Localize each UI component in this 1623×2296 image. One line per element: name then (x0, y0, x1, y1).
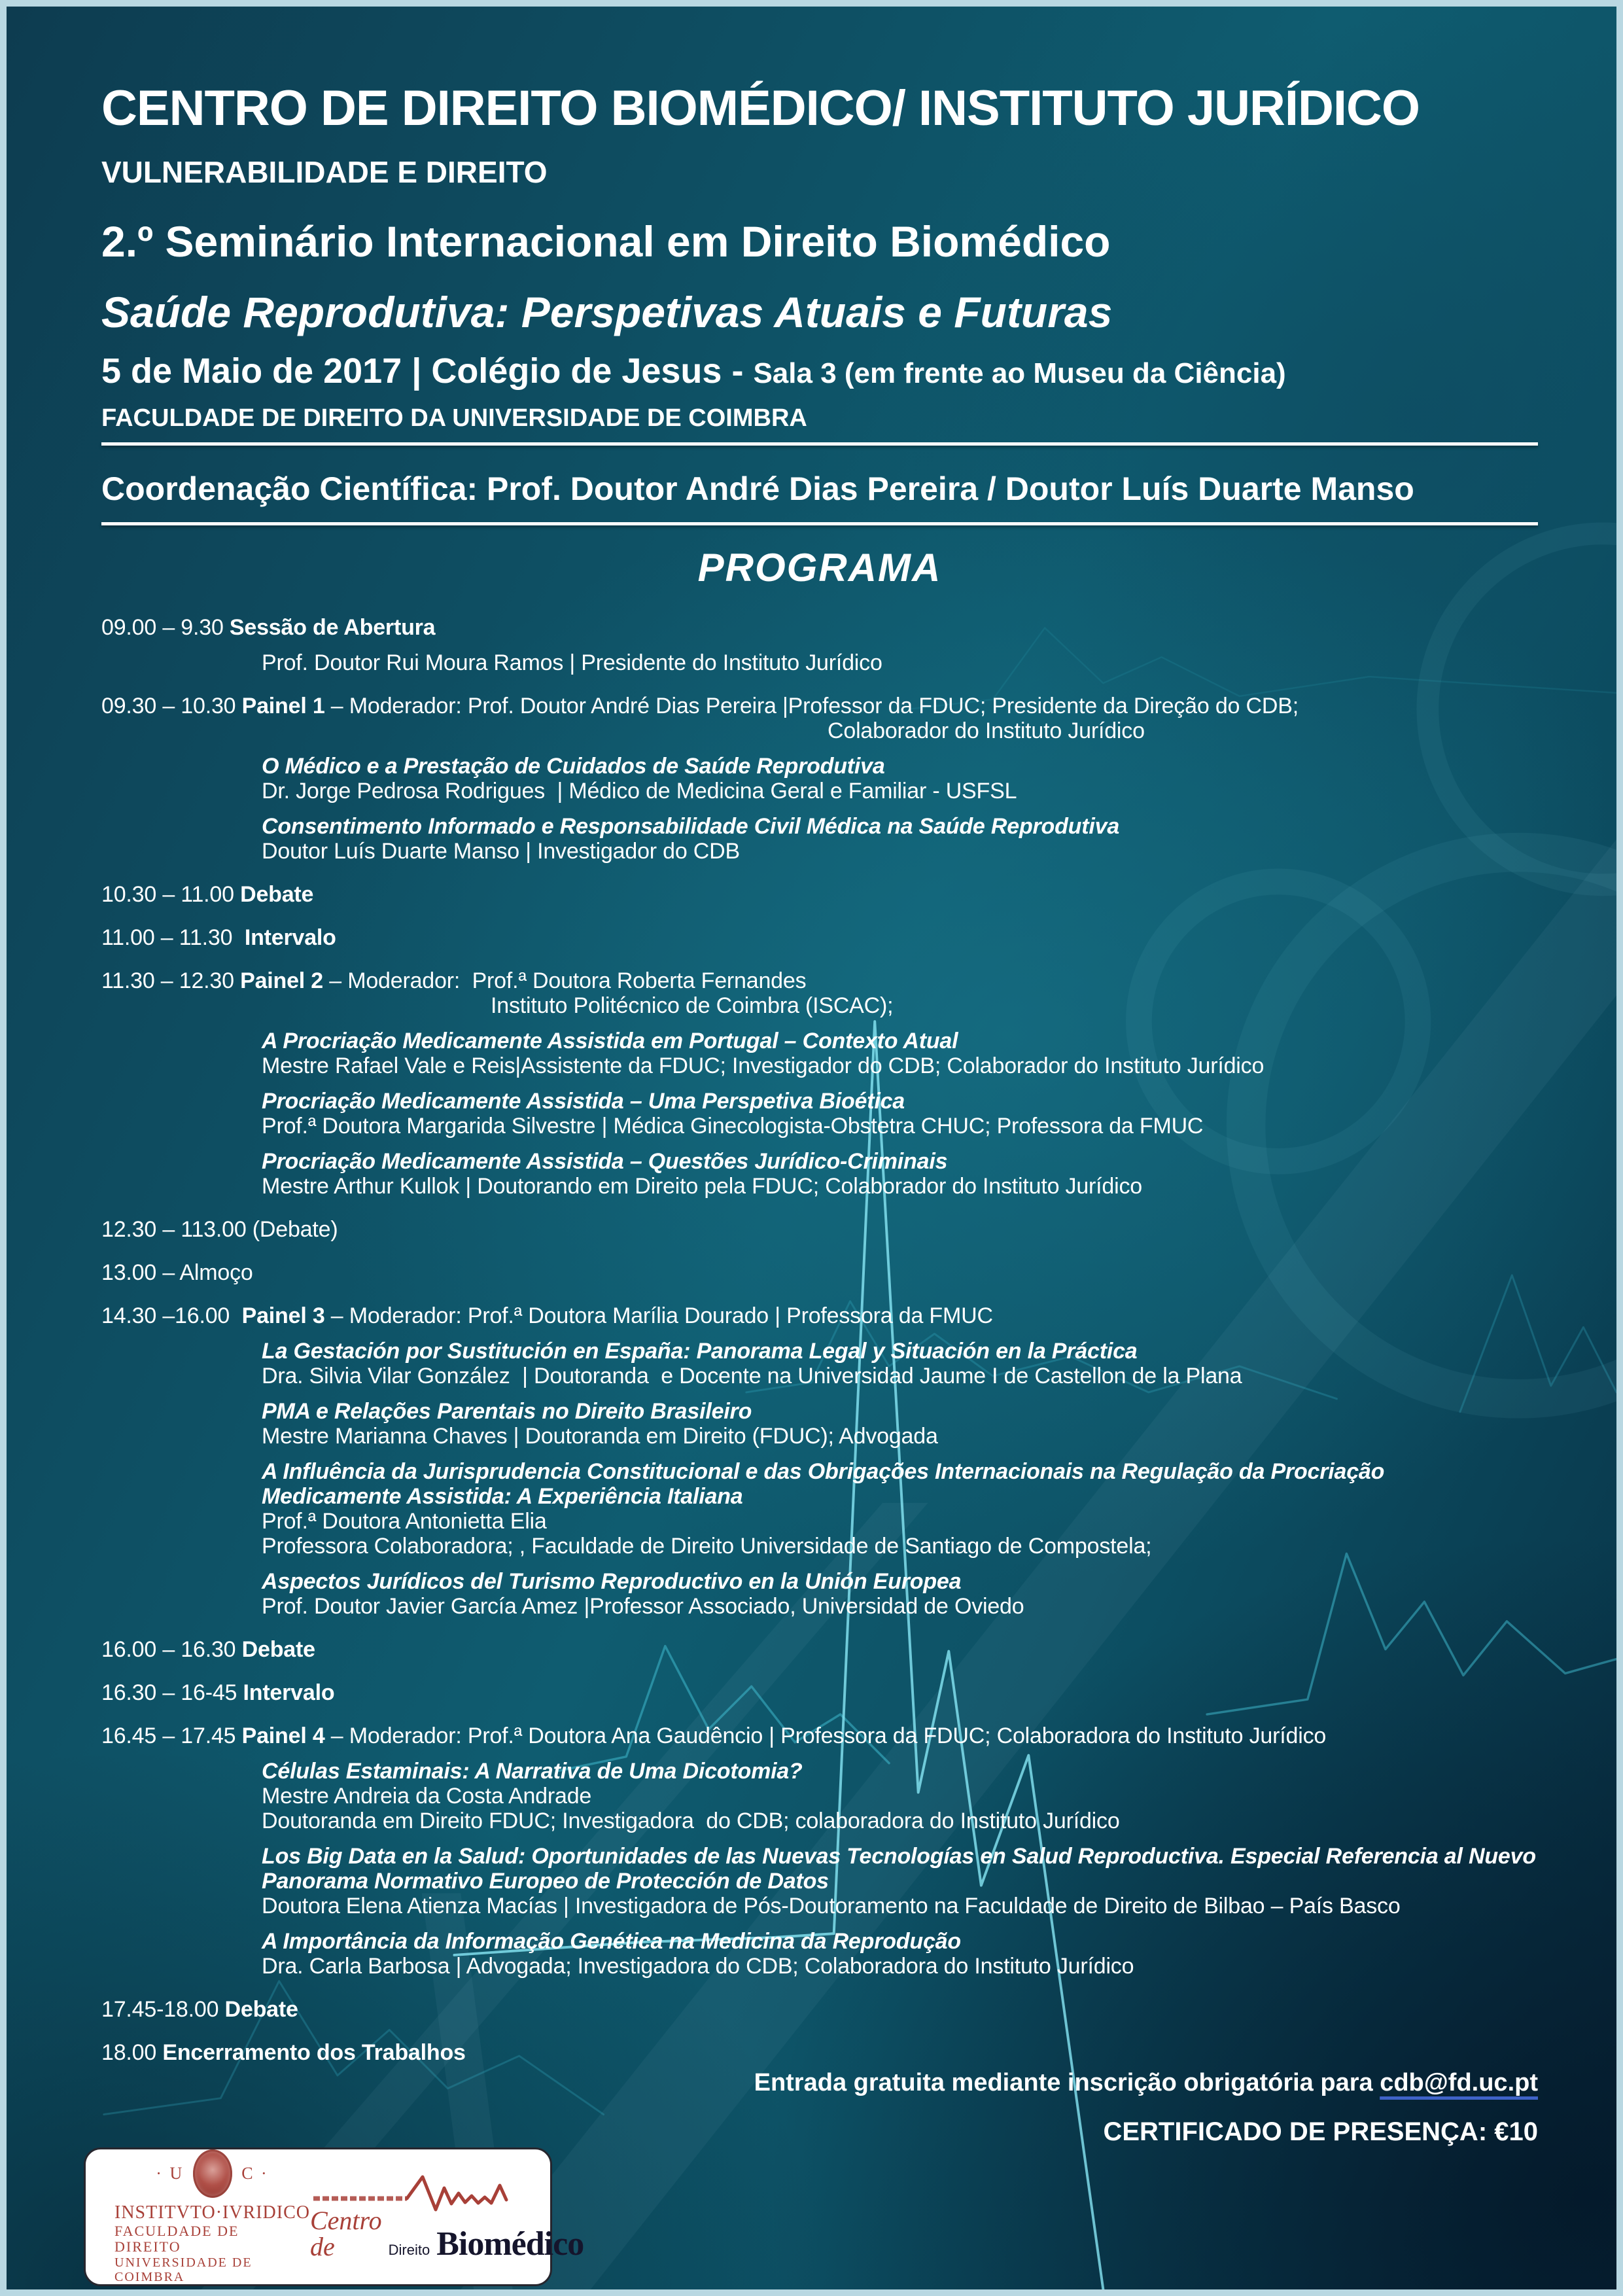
program-entry (101, 1303, 1551, 1619)
uc-logo-line1: INSTITVTO·IVRIDICO (114, 2202, 310, 2223)
talk-title-line: Consentimento Informado e Responsabilidade Civil Médica na Saúde Reprodutiva (262, 814, 1120, 839)
program-entry (101, 882, 1551, 907)
talk-speaker-line: Prof.ª Doutora Antonietta Elia (262, 1509, 547, 1534)
talk-block (262, 1089, 1551, 1139)
entry-label: Encerramento dos Trabalhos (162, 2040, 466, 2066)
cdb-logo-text (310, 2206, 584, 2263)
program-entry-line (101, 882, 1551, 907)
entry-time-text: 10.30 – 11.00 (101, 882, 241, 908)
entry-time-text: 09.30 – 10.30 (101, 694, 242, 719)
scientific-coordination: Coordenação Científica: Prof. Doutor André Dias Pereira / Doutor Luís Duarte Manso (101, 470, 1414, 507)
talk-speaker-line: Professora Colaboradora; , Faculdade de Direito Universidade de Santiago de Compostela; (262, 1534, 1152, 1559)
divider-rule-bottom (101, 522, 1538, 525)
faculty-line: FACULDADE DE DIREITO DA UNIVERSIDADE DE COIMBRA (101, 404, 807, 432)
entry-time-text: 11.30 – 12.30 (101, 968, 241, 994)
talk-block (262, 1459, 1551, 1559)
entry-time-text: 09.00 – 9.30 (101, 615, 230, 641)
centro-direito-biomedico-logo (310, 2174, 584, 2263)
talk-speaker-line: Mestre Arthur Kullok | Doutorando em Direito pela FDUC; Colaborador do Instituto Jurídico (262, 1174, 1142, 1199)
seminar-theme: Saúde Reprodutiva: Perspetivas Atuais e Futuras (101, 288, 1113, 337)
talk-title-line: A Importância da Informação Genética na Medicina da Reprodução (262, 1929, 961, 1954)
cdb-logo-direito: Direito (388, 2242, 430, 2258)
registration-text: Entrada gratuita mediante inscrição obrigatória para (754, 2069, 1380, 2096)
entry-time-text: 14.30 –16.00 (101, 1303, 242, 1329)
program-entry-line (101, 615, 1551, 640)
divider-rule-top (101, 442, 1538, 446)
entry-time-text: – Moderador: Prof.ª Doutora Ana Gaudêncio | Professora da FDUC; Colaboradora do Instituto Jurídico (324, 1723, 1327, 1749)
talk-title-line: A Procriação Medicamente Assistida em Portugal – Contexto Atual (262, 1029, 958, 1054)
uc-seal-icon (193, 2149, 232, 2198)
talk-title-line: Los Big Data en la Salud: Oportunidades de las Nuevas Tecnologías en Salud Reproductiva. Especial Referencia al Nuevo (262, 1844, 1536, 1869)
program-entry (101, 925, 1551, 950)
talk-title-line: Procriação Medicamente Assistida – Questões Jurídico-Criminais (262, 1149, 948, 1174)
entry-time-text: 18.00 (101, 2040, 163, 2066)
uc-seal-right-text: C · (241, 2164, 269, 2183)
talk-speaker-line: Mestre Andreia da Costa Andrade (262, 1784, 592, 1809)
program-entry-line (101, 694, 1551, 718)
program-entry-line (101, 1217, 1551, 1242)
org-title: CENTRO DE DIREITO BIOMÉDICO/ INSTITUTO JURÍDICO (101, 80, 1420, 136)
certificate-line: CERTIFICADO DE PRESENÇA: €10 (1103, 2117, 1538, 2146)
talk-title-line: O Médico e a Prestação de Cuidados de Saúde Reprodutiva (262, 754, 885, 779)
entry-time-text: 16.45 – 17.45 (101, 1723, 242, 1749)
cdb-logo-script: Centro de (310, 2206, 382, 2261)
entry-time-text: 11.00 – 11.30 (101, 925, 245, 951)
entry-label: Intervalo (243, 1680, 335, 1706)
talk-title-line: La Gestación por Sustitución en España: Panorama Legal y Situación en la Práctica (262, 1339, 1138, 1364)
talk-speaker-line: Mestre Rafael Vale e Reis|Assistente da FDUC; Investigador do CDB; Colaborador do Instituto Jurídico (262, 1053, 1265, 1079)
entry-time-text: 16.30 – 16-45 (101, 1680, 243, 1706)
entry-label: Sessão de Abertura (229, 615, 436, 641)
talk-title-line: A Influência da Jurisprudencia Constitucional e das Obrigações Internacionais na Regulação da Procriação (262, 1459, 1385, 1485)
entry-time-text: 13.00 – Almoço (101, 1260, 253, 1286)
talk-block (262, 1149, 1551, 1199)
program-entry-line (101, 1997, 1551, 2022)
program-entry (101, 2040, 1551, 2065)
program-entry-line (101, 925, 1551, 950)
talk-block (262, 1759, 1551, 1833)
talk-block (262, 1844, 1551, 1918)
program-entry-line (101, 1260, 1551, 1285)
talk-speaker-line: Prof.ª Doutora Margarida Silvestre | Médica Ginecologista-Obstetra CHUC; Professora da FMUC (262, 1114, 1204, 1139)
talk-speaker-line: Doutora Elena Atienza Macías | Investigadora de Pós-Doutoramento na Faculdade de Direito de Bilbao – País Basco (262, 1894, 1401, 1919)
entry-label: Painel 1 (241, 694, 325, 719)
entry-time-text: 12.30 – 113.00 (Debate) (101, 1217, 338, 1243)
entry-time-text: – Moderador: Prof.ª Doutora Roberta Fernandes (323, 968, 807, 994)
talk-block (262, 650, 1551, 675)
talk-block (262, 1339, 1551, 1388)
registration-line (754, 2069, 1538, 2097)
talk-block (262, 754, 1551, 804)
program-entry (101, 694, 1551, 864)
talk-title-line: Procriação Medicamente Assistida – Uma Perspetiva Bioética (262, 1089, 905, 1114)
seminar-title: 2.º Seminário Internacional em Direito Biomédico (101, 217, 1111, 266)
poster-content (7, 7, 1616, 2065)
talk-speaker-line: Dra. Carla Barbosa | Advogada; Investigadora do CDB; Colaboradora do Instituto Jurídico (262, 1954, 1134, 1979)
date-venue-main: 5 de Maio de 2017 | Colégio de Jesus - (101, 351, 754, 391)
uc-logo-line2: FACULDADE DE DIREITO (114, 2223, 239, 2255)
entry-label: Debate (240, 882, 314, 908)
talk-speaker-line: Dra. Silvia Vilar González | Doutoranda e Docente na Universidad Jaume I de Castellon de la Plana (262, 1364, 1242, 1389)
entry-label: Painel 4 (241, 1723, 325, 1749)
talk-title-line: Panorama Normativo Europeo de Protección de Datos (262, 1869, 829, 1894)
program-entry-line (101, 1637, 1551, 1662)
registration-email-link[interactable]: cdb@fd.uc.pt (1380, 2069, 1538, 2096)
event-series-subtitle: VULNERABILIDADE E DIREITO (101, 155, 548, 189)
entry-label: Debate (241, 1637, 315, 1663)
uc-seal-row (156, 2149, 268, 2198)
uc-logo-line3: UNIVERSIDADE DE COIMBRA (114, 2255, 253, 2284)
program-entry (101, 1997, 1551, 2022)
talk-speaker-line: Prof. Doutor Rui Moura Ramos | Presidente do Instituto Jurídico (262, 650, 882, 676)
program-heading: PROGRAMA (697, 546, 942, 590)
talk-block (262, 814, 1551, 864)
uc-seal-left-text: · U (156, 2164, 184, 2183)
date-venue-line (101, 351, 1538, 391)
talk-block (262, 1029, 1551, 1078)
talk-title-line: Aspectos Jurídicos del Turismo Reproductivo en la Unión Europea (262, 1569, 962, 1595)
talk-block (262, 1569, 1551, 1619)
program-entry-line (101, 1680, 1551, 1705)
program-entry (101, 1637, 1551, 1662)
program-entry (101, 1723, 1551, 1979)
talk-speaker-line: Prof. Doutor Javier García Amez |Professor Associado, Universidad de Oviedo (262, 1594, 1024, 1619)
program-entry-line (101, 1303, 1551, 1328)
program-entry (101, 968, 1551, 1199)
entry-time-text: – Moderador: Prof. Doutor André Dias Pereira |Professor da FDUC; Presidente da Direção do CDB; (324, 694, 1299, 719)
program-entry (101, 1680, 1551, 1705)
program-entry (101, 1260, 1551, 1285)
logo-box (84, 2147, 584, 2286)
entry-label: Intervalo (244, 925, 336, 951)
talk-speaker-line: Mestre Marianna Chaves | Doutoranda em Direito (FDUC); Advogada (262, 1424, 938, 1449)
entry-label: Painel 3 (241, 1303, 325, 1329)
talk-speaker-line: Dr. Jorge Pedrosa Rodrigues | Médico de Medicina Geral e Familiar - USFSL (262, 779, 1017, 804)
talk-block (262, 1929, 1551, 1979)
program-list (7, 615, 1616, 2065)
program-entry (101, 615, 1551, 675)
program-entry-line (101, 1723, 1551, 1748)
program-entry-line (101, 2040, 1551, 2065)
talk-title-line: PMA e Relações Parentais no Direito Brasileiro (262, 1399, 752, 1424)
program-entry (101, 1217, 1551, 1242)
entry-label: Debate (224, 1997, 298, 2022)
entry-time-text: 17.45-18.00 (101, 1997, 225, 2022)
instituto-iuridico-logo (114, 2149, 310, 2284)
moderator-continuation-line: Instituto Politécnico de Coimbra (ISCAC); (491, 993, 894, 1019)
entry-label: Painel 2 (240, 968, 324, 994)
entry-time-text: – Moderador: Prof.ª Doutora Marília Dourado | Professora da FMUC (324, 1303, 993, 1329)
entry-time-text: 16.00 – 16.30 (101, 1637, 242, 1663)
moderator-continuation-line: Colaborador do Instituto Jurídico (828, 718, 1145, 744)
talk-title-line: Células Estaminais: A Narrativa de Uma Dicotomia? (262, 1759, 803, 1784)
talk-title-line: Medicamente Assistida: A Experiência Italiana (262, 1484, 743, 1510)
poster-header (7, 7, 1616, 590)
talk-speaker-line: Doutor Luís Duarte Manso | Investigador do CDB (262, 839, 740, 864)
program-entry-line (101, 968, 1551, 993)
date-venue-room: Sala 3 (em frente ao Museu da Ciência) (753, 357, 1286, 389)
talk-speaker-line: Doutoranda em Direito FDUC; Investigadora do CDB; colaboradora do Instituto Jurídico (262, 1809, 1120, 1834)
talk-block (262, 1399, 1551, 1449)
cdb-logo-biomedico: Biomédico (436, 2225, 584, 2263)
